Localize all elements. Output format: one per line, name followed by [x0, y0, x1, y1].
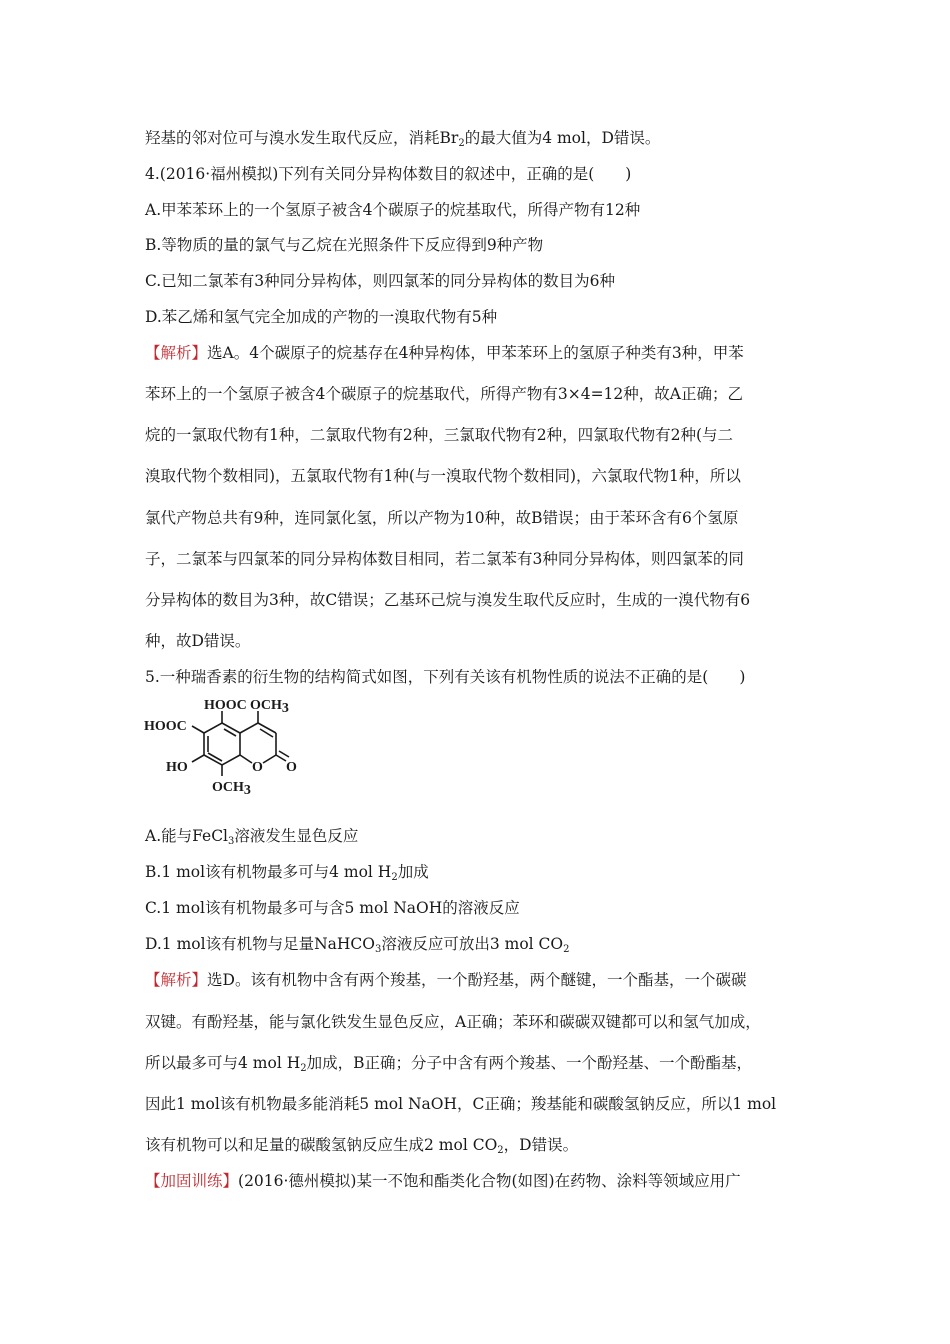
text-span: 选A。4个碳原子的烷基存在4种异构体，甲苯苯环上的氢原子种类有3种，甲苯 — [207, 344, 744, 362]
explanation-tag: 【解析】 — [145, 344, 208, 362]
question-4-explanation-line: 苯环上的一个氢原子被含4个碳原子的烷基取代，所得产物有3×4=12种，故A正确；乙 — [145, 385, 743, 403]
bond — [240, 755, 252, 763]
structure-svg — [140, 696, 320, 812]
carbonyl-bond — [279, 751, 289, 757]
subscript: 3 — [228, 836, 235, 847]
carbonyl-bond — [276, 755, 286, 761]
text-span: 选D。该有机物中含有两个羧基，一个酚羟基，两个醚键，一个酯基，一个碳碳 — [207, 971, 747, 989]
explanation-tag: 【解析】 — [145, 971, 208, 989]
text-span: 该有机物可以和足量的碳酸氢钠反应生成2 mol CO — [145, 1136, 498, 1154]
question-5-option-c: C.1 mol该有机物最多可与含5 mol NaOH的溶液反应 — [145, 899, 520, 917]
label-hooc-top: HOOC — [204, 698, 247, 713]
question-5-option-d — [145, 934, 570, 954]
label-subscript: 3 — [243, 783, 251, 798]
text-line — [145, 128, 660, 148]
question-4-explanation-line: 溴取代物个数相同)，五氯取代物有1种(与一溴取代物个数相同)，六氯取代物1种，所以 — [145, 467, 741, 485]
question-5-stem: 5.一种瑞香素的衍生物的结构简式如图，下列有关该有机物性质的说法不正确的是( ) — [145, 668, 746, 686]
label-text: OCH — [250, 698, 282, 713]
question-4-explanation-line: 分异构体的数目为3种，故C错误；乙基环己烷与溴发生取代反应时，生成的一溴代物有6 — [145, 591, 751, 609]
label-carbonyl-oxygen: O — [286, 760, 297, 775]
bond — [263, 755, 276, 763]
text-span: 溶液发生显色反应 — [234, 827, 359, 845]
reinforcement-training-line — [145, 1171, 741, 1191]
text-span: D.1 mol该有机物与足量NaHCO — [145, 935, 375, 953]
question-5-explanation-line: 因此1 mol该有机物最多能消耗5 mol NaOH，C正确；羧基能和碳酸氢钠反应，所以1 mol — [145, 1095, 777, 1113]
question-4-explanation-line: 氯代产物总共有9种，连同氯化氢，所以产物为10种，故B错误；由于苯环含有6个氢原 — [145, 509, 739, 527]
label-och3-bottom — [212, 780, 251, 798]
label-subscript: 3 — [281, 701, 289, 716]
bond — [192, 755, 204, 762]
question-5-option-b — [145, 862, 429, 882]
question-4-explanation-line — [145, 343, 744, 363]
text-span: ，D错误。 — [503, 1136, 579, 1154]
question-5-option-a — [145, 826, 358, 846]
subscript: 3 — [374, 944, 382, 955]
question-4-option-a: A.甲苯苯环上的一个氢原子被含4个碳原子的烷基取代，所得产物有12种 — [145, 201, 641, 219]
label-hooc-left: HOOC — [144, 719, 187, 734]
question-4-explanation-line: 种，故D错误。 — [145, 632, 251, 650]
question-5-explanation-line — [145, 970, 746, 990]
text-span: B.1 mol该有机物最多可与4 mol H — [145, 863, 392, 881]
label-och3-top — [250, 698, 289, 716]
label-text: OCH — [212, 780, 244, 795]
chemical-structure-figure — [140, 696, 320, 812]
bond — [240, 723, 258, 733]
subscript: 2 — [497, 1145, 504, 1156]
question-5-explanation-line — [145, 1135, 578, 1155]
subscript: 2 — [458, 138, 465, 149]
text-span: 加成 — [397, 863, 429, 881]
text-span: 的最大值为4 mol，D错误。 — [464, 129, 661, 147]
structure-bonds — [192, 711, 289, 776]
subscript: 2 — [563, 944, 570, 955]
aromatic-double-bond — [208, 753, 222, 761]
bond — [192, 726, 204, 733]
reinforcement-tag: 【加固训练】 — [145, 1172, 239, 1190]
label-ho: HO — [166, 760, 188, 775]
question-5-explanation-line — [145, 1053, 752, 1073]
text-span: A.能与FeCl — [145, 827, 229, 845]
label-ring-oxygen: O — [252, 760, 263, 775]
question-4-option-c: C.已知二氯苯有3种同分异构体，则四氯苯的同分异构体的数目为6种 — [145, 272, 615, 290]
question-4-stem: 4.(2016·福州模拟)下列有关同分异构体数目的叙述中，正确的是( ) — [145, 165, 632, 183]
question-4-option-b: B.等物质的量的氯气与乙烷在光照条件下反应得到9种产物 — [145, 236, 544, 254]
question-4-explanation-line: 烷的一氯取代物有1种，二氯取代物有2种，三氯取代物有2种，四氯取代物有2种(与二 — [145, 426, 733, 444]
question-4-explanation-line: 子，二氯苯与四氯苯的同分异构体数目相同，若二氯苯有3种同分异构体，则四氯苯的同 — [145, 550, 744, 568]
text-span: 加成，B正确；分子中含有两个羧基、一个酚羟基、一个酚酯基， — [306, 1054, 753, 1072]
subscript: 2 — [300, 1063, 307, 1074]
text-span: 所以最多可与4 mol H — [145, 1054, 301, 1072]
question-5-explanation-line: 双键。有酚羟基，能与氯化铁发生显色反应，A正确；苯环和碳碳双键都可以和氢气加成， — [145, 1013, 761, 1031]
text-span: 羟基的邻对位可与溴水发生取代反应，消耗Br — [145, 129, 459, 147]
question-4-option-d: D.苯乙烯和氢气完全加成的产物的一溴取代物有5种 — [145, 308, 498, 326]
bond — [258, 723, 276, 733]
text-span: (2016·德州模拟)某一不饱和酯类化合物(如图)在药物、涂料等领域应用广 — [238, 1172, 741, 1190]
text-span: 溶液反应可放出3 mol CO — [381, 935, 564, 953]
benzene-ring — [204, 723, 240, 765]
subscript: 2 — [391, 872, 398, 883]
